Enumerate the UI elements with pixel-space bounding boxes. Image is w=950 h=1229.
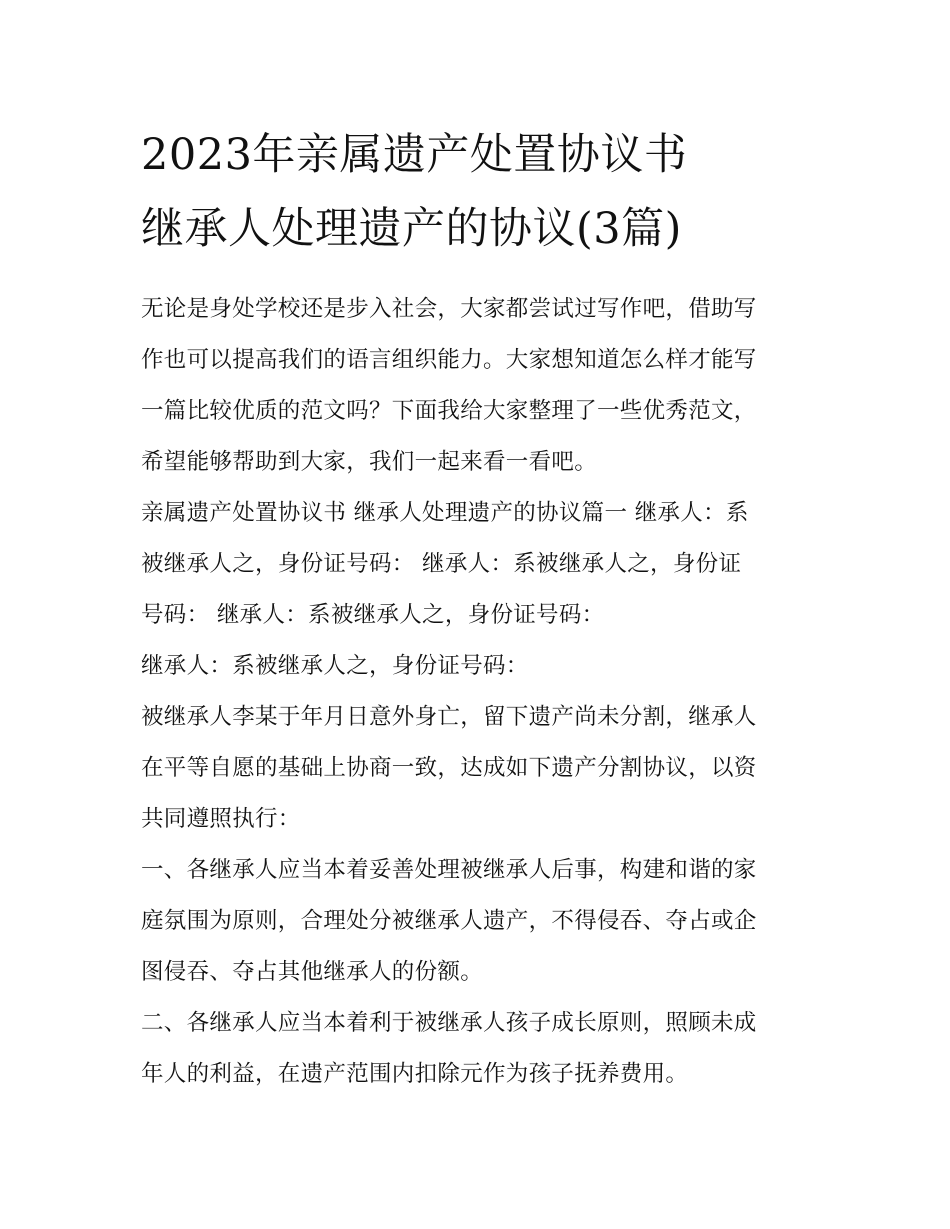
intro-paragraph (141, 284, 820, 488)
text-line: 被继承人李某于年月日意外身亡，留下遗产尚未分割，继承人 (141, 704, 757, 730)
heirs-paragraph (141, 488, 820, 641)
text-line: 在平等自愿的基础上协商一致，达成如下遗产分割协议，以资 (141, 755, 757, 781)
heir-paragraph (141, 641, 820, 692)
text-line: 被继承人之，身份证号码： 继承人：系被继承人之，身份证 (141, 551, 742, 577)
text-line: 二、各继承人应当本着利于被继承人孩子成长原则，照顾未成 (141, 1010, 757, 1036)
document-title (141, 118, 820, 266)
text-line: 庭氛围为原则，合理处分被继承人遗产，不得侵吞、夺占或企 (141, 908, 757, 934)
text-line: 一篇比较优质的范文吗？下面我给大家整理了一些优秀范文， (141, 398, 757, 424)
clause-one-paragraph (141, 845, 820, 998)
title-line: 继承人处理遗产的协议(3篇) (141, 204, 682, 254)
text-line: 共同遵照执行： (141, 806, 301, 832)
document-body (141, 284, 820, 1100)
text-line: 继承人：系被继承人之，身份证号码： (141, 653, 529, 679)
text-line: 图侵吞、夺占其他继承人的份额。 (141, 959, 484, 985)
background-paragraph (141, 692, 820, 845)
text-line: 无论是身处学校还是步入社会，大家都尝试过写作吧，借助写 (141, 296, 757, 322)
text-line: 年人的利益，在遗产范围内扣除元作为孩子抚养费用。 (141, 1061, 689, 1087)
text-line: 号码： 继承人：系被继承人之，身份证号码： (141, 602, 605, 628)
clause-two-paragraph (141, 998, 820, 1100)
text-line: 希望能够帮助到大家，我们一起来看一看吧。 (141, 449, 598, 475)
text-line: 亲属遗产处置协议书 继承人处理遗产的协议篇一 继承人：系 (141, 500, 749, 526)
title-line: 2023年亲属遗产处置协议书 (141, 130, 688, 180)
text-line: 一、各继承人应当本着妥善处理被继承人后事，构建和谐的家 (141, 857, 757, 883)
text-line: 作也可以提高我们的语言组织能力。大家想知道怎么样才能写 (141, 347, 757, 373)
